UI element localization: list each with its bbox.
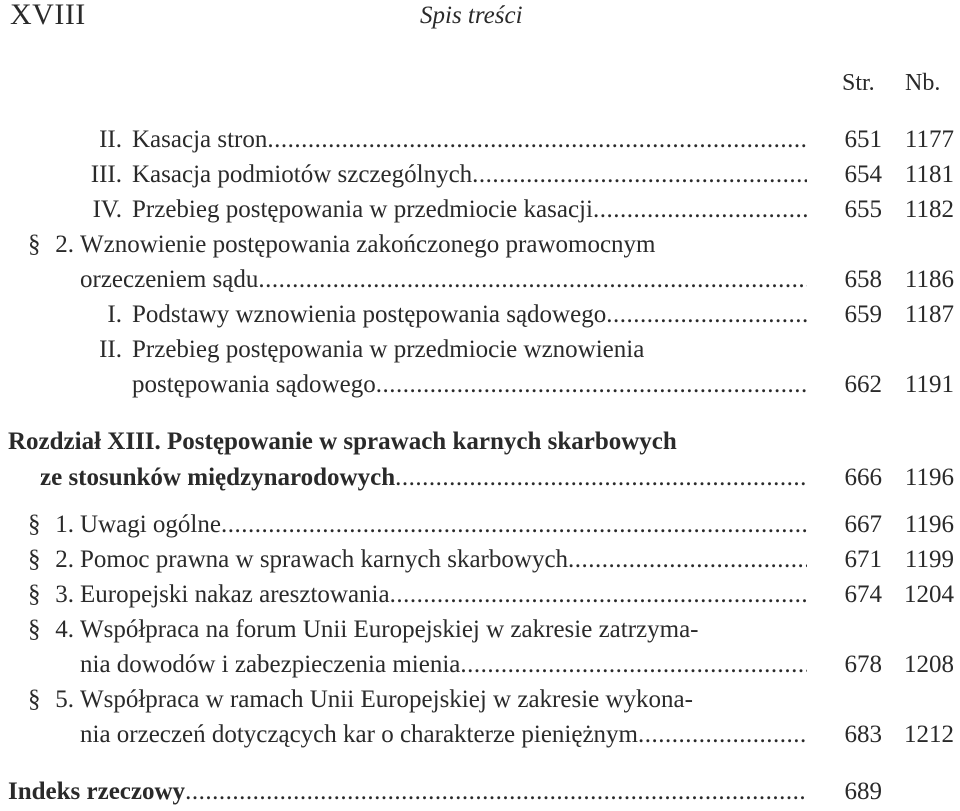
dot-leader: [395, 461, 807, 495]
entry-title: Przebieg postępowania w przedmiocie kasacji: [132, 196, 593, 223]
dot-leader: [185, 775, 807, 809]
section-sign: §: [28, 511, 41, 538]
entry-number: 3.: [55, 581, 74, 608]
entry-number: 2.: [55, 231, 74, 258]
entry-title-leader: [80, 718, 807, 752]
toc-entry[interactable]: [0, 228, 960, 262]
toc-entry[interactable]: [0, 193, 960, 227]
entry-page: 674: [844, 581, 882, 608]
column-header-str: Str.: [842, 70, 875, 96]
entry-title-leader: [80, 263, 807, 297]
toc-entry-continuation[interactable]: [0, 263, 960, 297]
column-header-nb: Nb.: [905, 70, 941, 96]
entry-page: 651: [844, 126, 882, 153]
entry-page: 683: [844, 721, 882, 748]
entry-title-leader: [132, 123, 807, 157]
entry-number: II.: [99, 336, 122, 363]
entry-number: IV.: [92, 196, 122, 223]
entry-title-leader: [80, 578, 807, 612]
index-title: Indeks rzeczowy: [8, 778, 186, 805]
toc-entry[interactable]: [0, 298, 960, 332]
entry-margin-number: 1196: [904, 511, 954, 538]
dot-leader: [258, 263, 807, 297]
entry-number: 2.: [55, 546, 74, 573]
entry-title-leader: [80, 543, 807, 577]
entry-title-leader: [132, 298, 807, 332]
entry-title: Uwagi ogólne: [80, 511, 221, 538]
entry-page: 654: [844, 161, 882, 188]
section-sign: §: [28, 581, 41, 608]
index-page: 689: [844, 778, 882, 805]
entry-margin-number: 1181: [904, 161, 954, 188]
entry-margin-number: 1191: [904, 371, 954, 398]
entry-title: Podstawy wznowienia postępowania sądowego: [132, 301, 607, 328]
dot-leader: [390, 578, 807, 612]
entry-margin-number: 1212: [904, 721, 954, 748]
entry-page: 658: [844, 266, 882, 293]
entry-number: 4.: [55, 616, 74, 643]
entry-page: 662: [844, 371, 882, 398]
chapter-heading-continuation[interactable]: [0, 461, 960, 495]
entry-title: Współpraca w ramach Unii Europejskiej w zakresie wykona-: [80, 686, 693, 713]
entry-number: II.: [99, 126, 122, 153]
entry-number: 1.: [55, 511, 74, 538]
chapter-page: 666: [844, 464, 882, 491]
toc-entry-continuation[interactable]: [0, 368, 960, 402]
chapter-title-leader: [40, 461, 807, 495]
entry-margin-number: 1199: [904, 546, 954, 573]
entry-page: 667: [844, 511, 882, 538]
toc-entry-continuation[interactable]: [0, 648, 960, 682]
entry-title-leader: [80, 508, 807, 542]
dot-leader: [568, 543, 807, 577]
entry-title-leader: [132, 368, 807, 402]
entry-title: Europejski nakaz aresztowania: [80, 581, 390, 608]
dot-leader: [221, 508, 807, 542]
section-sign: §: [28, 231, 41, 258]
entry-title-leader: [132, 193, 807, 227]
dot-leader: [376, 368, 807, 402]
dot-leader: [593, 193, 807, 227]
entry-title: Kasacja stron: [132, 126, 268, 153]
entry-title: Pomoc prawna w sprawach karnych skarbowych: [80, 546, 569, 573]
section-sign: §: [28, 546, 41, 573]
toc-entry[interactable]: [0, 543, 960, 577]
section-sign: §: [28, 616, 41, 643]
entry-page: 678: [844, 651, 882, 678]
entry-title-leader: [132, 158, 807, 192]
dot-leader: [472, 158, 807, 192]
entry-margin-number: 1208: [904, 651, 954, 678]
index-title-leader: [8, 775, 807, 809]
running-title: Spis treści: [420, 2, 523, 29]
chapter-title: Rozdział XIII. Postępowanie w sprawach karnych skarbowych: [8, 428, 677, 455]
entry-title: Współpraca na forum Unii Europejskiej w zakresie zatrzyma-: [80, 616, 699, 643]
toc-entry[interactable]: [0, 683, 960, 717]
chapter-margin-number: 1196: [904, 464, 954, 491]
index-entry[interactable]: [0, 775, 960, 809]
entry-number: III.: [90, 161, 122, 188]
entry-number: 5.: [55, 686, 74, 713]
entry-title-continuation: orzeczeniem sądu: [80, 266, 259, 293]
entry-margin-number: 1204: [904, 581, 954, 608]
section-sign: §: [28, 686, 41, 713]
entry-title: Kasacja podmiotów szczególnych: [132, 161, 473, 188]
toc-entry[interactable]: [0, 333, 960, 367]
entry-number: I.: [107, 301, 122, 328]
entry-title: Wznowienie postępowania zakończonego prawomocnym: [80, 231, 656, 258]
entry-margin-number: 1182: [904, 196, 954, 223]
entry-page: 671: [844, 546, 882, 573]
entry-title-leader: [80, 648, 807, 682]
entry-page: 655: [844, 196, 882, 223]
toc-entry[interactable]: [0, 508, 960, 542]
entry-page: 659: [844, 301, 882, 328]
entry-margin-number: 1187: [904, 301, 954, 328]
toc-entry[interactable]: [0, 158, 960, 192]
entry-title-continuation: nia orzeczeń dotyczących kar o charakterze pieniężnym: [80, 721, 638, 748]
entry-title: Przebieg postępowania w przedmiocie wznowienia: [132, 336, 645, 363]
dot-leader: [638, 718, 807, 752]
chapter-title-continuation: ze stosunków międzynarodowych: [40, 464, 396, 491]
entry-title-continuation: postępowania sądowego: [132, 371, 376, 398]
chapter-heading[interactable]: [0, 425, 960, 459]
toc-entry-continuation[interactable]: [0, 718, 960, 752]
dot-leader: [460, 648, 807, 682]
dot-leader: [267, 123, 807, 157]
toc-entry[interactable]: [0, 578, 960, 612]
entry-margin-number: 1177: [904, 126, 954, 153]
dot-leader: [606, 298, 807, 332]
page-number: XVIII: [10, 0, 86, 31]
toc-entry[interactable]: [0, 123, 960, 157]
entry-title-continuation: nia dowodów i zabezpieczenia mienia: [80, 651, 461, 678]
entry-margin-number: 1186: [904, 266, 954, 293]
toc-entry[interactable]: [0, 613, 960, 647]
